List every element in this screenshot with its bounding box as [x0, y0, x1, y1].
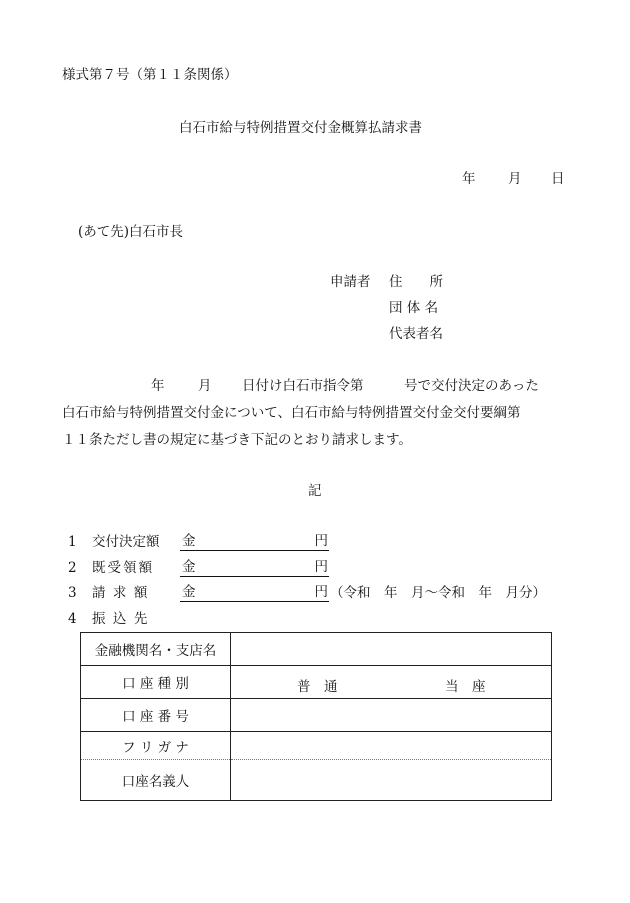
form-number: 様式第７号（第１１条関係）: [62, 67, 238, 83]
item-2-number: 2: [68, 560, 77, 576]
body-line-3: １１条ただし書の規定に基づき下記のとおり請求します。: [62, 432, 412, 448]
item-2-kin: 金: [182, 559, 196, 575]
applicant-address-label: 住 所: [389, 274, 443, 290]
account-number-row: [81, 699, 552, 732]
body-no-ref: 号で交付決定のあった: [404, 378, 539, 394]
item-1-yen: 円: [314, 533, 328, 549]
item-3-number: 3: [68, 585, 77, 601]
item-2-amount-line: [180, 561, 329, 577]
item-1-label: 交付決定額: [92, 534, 160, 550]
item-1-number: 1: [68, 534, 77, 550]
account-type-field[interactable]: [231, 666, 552, 699]
furigana-field[interactable]: [231, 732, 552, 760]
item-2-label: 既受領額: [92, 560, 155, 576]
item-3-yen: 円: [314, 584, 328, 600]
futsu-option[interactable]: 普 通: [297, 679, 338, 695]
bank-name-label: 金融機関名・支店名: [81, 633, 231, 666]
applicant-label: 申請者: [330, 274, 371, 290]
account-number-label: 口 座 番 号: [81, 699, 231, 732]
item-1-amount-line: [180, 535, 329, 551]
applicant-org-label: 団 体 名: [389, 300, 439, 316]
item-3-period: （令和 年 月～令和 年 月分）: [330, 585, 546, 601]
bank-name-field[interactable]: [231, 633, 552, 666]
account-holder-row: [81, 760, 552, 801]
bank-name-row: [81, 633, 552, 666]
item-3-kin: 金: [182, 584, 196, 600]
ki-marker: 記: [308, 483, 322, 499]
furigana-label: フ リ ガ ナ: [81, 732, 231, 760]
item-4-label: 振込先: [92, 611, 155, 627]
item-1-kin: 金: [182, 533, 196, 549]
body-month: 月: [198, 378, 212, 394]
account-holder-field[interactable]: [231, 760, 552, 801]
date-month: 月: [508, 171, 522, 187]
document-title: 白石市給与特例措置交付金概算払請求書: [179, 120, 422, 136]
body-year: 年: [151, 378, 165, 394]
date-year: 年: [462, 171, 476, 187]
date-day: 日: [551, 171, 565, 187]
bank-transfer-table: [80, 632, 552, 801]
account-type-row: [81, 666, 552, 699]
item-3-label: 請求額: [92, 585, 155, 601]
body-line-2: 白石市給与特例措置交付金について、白石市給与特例措置交付金交付要綱第: [62, 405, 521, 421]
body-day-ref: 日付け白石市指令第: [242, 378, 364, 394]
addressee: (あて先)白石市長: [78, 224, 184, 240]
item-2-yen: 円: [314, 559, 328, 575]
applicant-rep-label: 代表者名: [389, 326, 443, 342]
item-3-amount-line: [180, 586, 329, 602]
account-holder-label: 口座名義人: [81, 760, 231, 801]
toza-option[interactable]: 当 座: [445, 679, 486, 695]
furigana-row: [81, 732, 552, 760]
account-type-label: 口 座 種 別: [81, 666, 231, 699]
item-4-number: 4: [68, 611, 77, 627]
account-number-field[interactable]: [231, 699, 552, 732]
